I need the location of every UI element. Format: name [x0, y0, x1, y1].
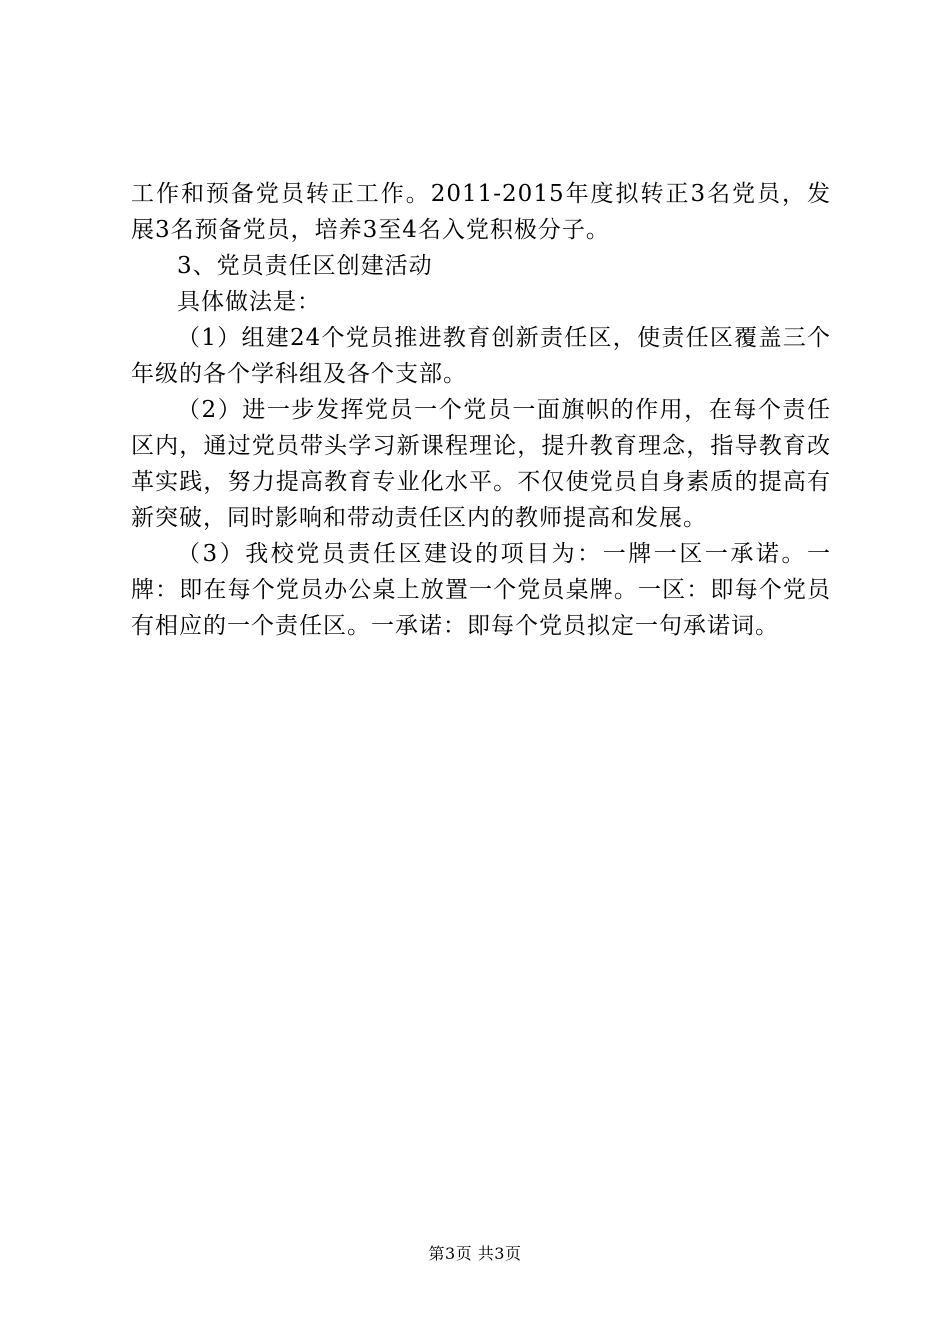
- paragraph-item-2: （2）进一步发挥党员一个党员一面旗帜的作用，在每个责任区内，通过党员带头学习新课程理论，提升教育理念，指导教育改革实践，努力提高教育专业化水平。不仅使党员自身素质的提高有新突破，同时影响和带动责任区内的教师提高和发展。: [131, 397, 831, 531]
- document-body: [131, 176, 831, 644]
- paragraph-continuation: 工作和预备党员转正工作。2011-2015年度拟转正3名党员，发展3名预备党员，培养3至4名入党积极分子。: [131, 181, 831, 243]
- paragraph-intro: 具体做法是：: [177, 289, 321, 315]
- paragraph-item-1: （1）组建24个党员推进教育创新责任区，使责任区覆盖三个年级的各个学科组及各个支部。: [131, 325, 831, 387]
- paragraph-item-3: （3）我校党员责任区建设的项目为：一牌一区一承诺。一牌：即在每个党员办公桌上放置一个党员桌牌。一区：即每个党员有相应的一个责任区。一承诺：即每个党员拟定一句承诺词。: [131, 541, 831, 639]
- page-footer: [0, 1244, 950, 1264]
- section-heading: 3、党员责任区创建活动: [177, 253, 433, 279]
- page-number-label: 第3页 共3页: [428, 1244, 522, 1263]
